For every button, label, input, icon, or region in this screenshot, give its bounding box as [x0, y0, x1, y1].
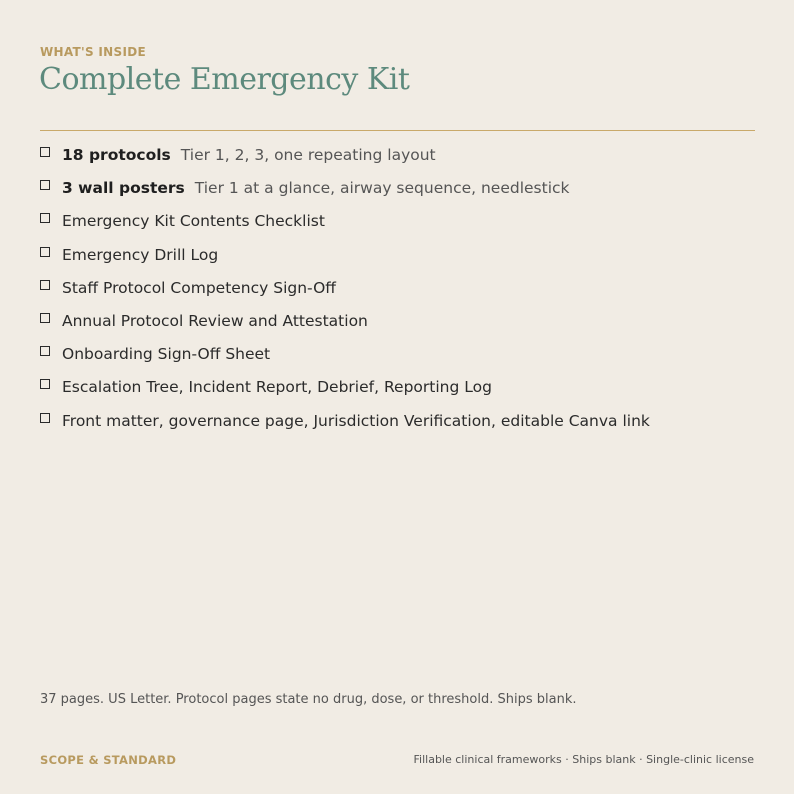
list-item — [40, 278, 650, 311]
checkbox[interactable] — [40, 247, 50, 257]
item-label: 3 wall posters — [62, 179, 185, 198]
footer-tagline: Fillable clinical frameworks · Ships blank · Single-clinic license — [413, 753, 754, 766]
footer-brand: SCOPE & STANDARD — [40, 753, 177, 767]
list-item — [40, 377, 650, 410]
item-label: Escalation Tree, Incident Report, Debrief, Reporting Log — [62, 378, 492, 397]
contents-list — [40, 145, 650, 444]
item-label: 18 protocols — [62, 146, 171, 164]
item-label: Staff Protocol Competency Sign-Off — [62, 278, 336, 297]
list-item — [40, 178, 650, 211]
list-item — [40, 411, 650, 444]
item-label: Emergency Drill Log — [62, 245, 219, 264]
item-label: Emergency Kit Contents Checklist — [62, 212, 325, 231]
checkbox[interactable] — [40, 280, 50, 290]
item-label: Annual Protocol Review and Attestation — [62, 311, 368, 330]
list-item — [40, 245, 650, 278]
item-label: Onboarding Sign-Off Sheet — [62, 345, 271, 364]
item-detail: Tier 1, 2, 3, one repeating layout — [180, 146, 436, 164]
checkbox[interactable] — [40, 413, 50, 423]
checkbox[interactable] — [40, 180, 50, 190]
checkbox[interactable] — [40, 346, 50, 356]
checkbox[interactable] — [40, 213, 50, 223]
divider — [40, 130, 755, 131]
eyebrow-label: WHAT'S INSIDE — [40, 45, 146, 59]
checkbox[interactable] — [40, 147, 50, 157]
checkbox[interactable] — [40, 379, 50, 389]
footnote: 37 pages. US Letter. Protocol pages state no drug, dose, or threshold. Ships blank. — [40, 692, 577, 707]
item-detail: Tier 1 at a glance, airway sequence, needlestick — [194, 179, 570, 198]
page-title: Complete Emergency Kit — [39, 62, 410, 97]
checkbox[interactable] — [40, 313, 50, 323]
list-item — [40, 311, 650, 344]
list-item — [40, 344, 650, 377]
item-label: Front matter, governance page, Jurisdiction Verification, editable Canva link — [62, 411, 650, 430]
list-item — [40, 145, 650, 178]
list-item — [40, 211, 650, 244]
